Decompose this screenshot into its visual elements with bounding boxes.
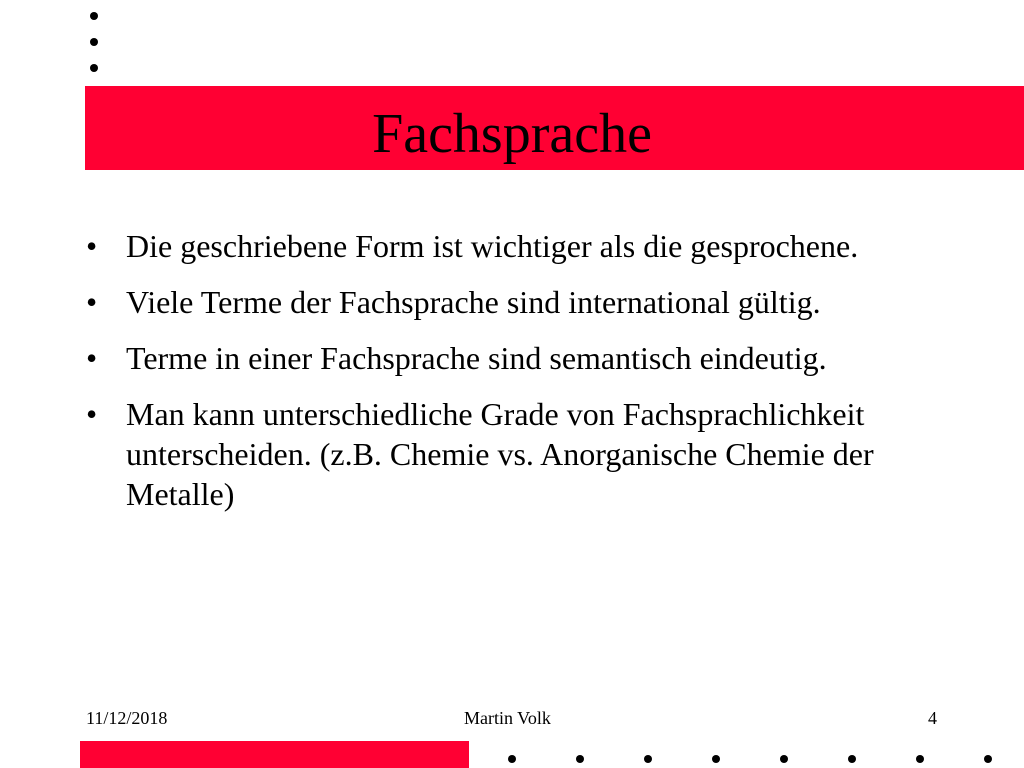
decorative-dot [576, 755, 584, 763]
bullet-item [86, 226, 946, 266]
title-bar [85, 86, 1024, 170]
bullet-text: Die geschriebene Form ist wichtiger als die gesprochene. [126, 228, 859, 264]
decorative-dot [90, 64, 98, 72]
bullet-text: Man kann unterschiedliche Grade von Fachsprachlichkeit unterscheiden. (z.B. Chemie vs. Anorganische Chemie der Metalle) [126, 396, 874, 512]
decorative-dot [916, 755, 924, 763]
bullet-icon: • [86, 228, 98, 264]
decorative-dot [644, 755, 652, 763]
bullet-list [86, 226, 946, 530]
bullet-item [86, 394, 946, 514]
bullet-item [86, 338, 946, 378]
bullet-icon: • [86, 396, 98, 432]
decorative-dot [90, 38, 98, 46]
decorative-dot [508, 755, 516, 763]
bullet-icon: • [86, 340, 98, 376]
decorative-dots-horizontal [500, 753, 1024, 765]
bottom-accent-bar [80, 741, 469, 768]
bullet-text: Terme in einer Fachsprache sind semantisch eindeutig. [126, 340, 827, 376]
slide-title: Fachsprache [372, 103, 652, 165]
decorative-dot [848, 755, 856, 763]
footer-page-number: 4 [928, 708, 937, 728]
decorative-dot [984, 755, 992, 763]
decorative-dot [780, 755, 788, 763]
decorative-dot [712, 755, 720, 763]
bullet-text: Viele Terme der Fachsprache sind international gültig. [126, 284, 821, 320]
bullet-icon: • [86, 284, 98, 320]
bullet-item [86, 282, 946, 322]
footer-author: Martin Volk [464, 708, 551, 728]
decorative-dots-vertical [88, 10, 100, 78]
footer-date: 11/12/2018 [86, 708, 168, 728]
decorative-dot [90, 12, 98, 20]
